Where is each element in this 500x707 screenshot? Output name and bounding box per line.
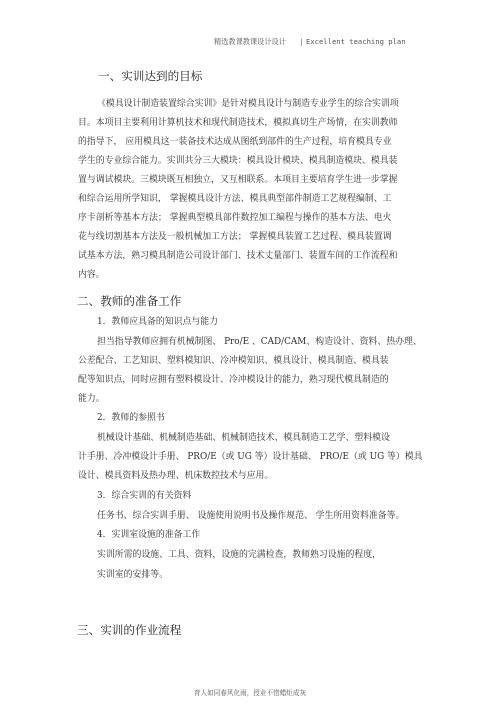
paragraph-line: 计手册、冷冲模设计手册、 PRO/E（或 UG 等）设计基础、 PRO/E（或 UG 等）模具 xyxy=(78,452,423,462)
paragraph-line: 实训室的安排等。 xyxy=(97,570,168,580)
header-title-en: Excellent teaching plan xyxy=(306,37,406,46)
section-heading-workflow: 三、实训的作业流程 xyxy=(77,623,182,637)
subsection-title: 1．教师应具备的知识点与能力 xyxy=(97,317,219,327)
page-footer: 育人如同春风化雨，授业不惜蜡炬成灰 xyxy=(193,689,307,697)
paragraph-line: 设计、模具资料及热办理、机床数控技术与应用。 xyxy=(78,471,274,481)
paragraph-line: 的指导下， 应用模具这一装备技术达成从图纸到部件的生产过程，培育模具专业 xyxy=(78,137,392,147)
paragraph-line: 能力。 xyxy=(78,394,105,404)
paragraph-line: 机械设计基础、机械制造基础、机械制造技术、模具制造工艺学、塑料模设 xyxy=(97,433,390,443)
header-separator: | xyxy=(300,37,303,46)
subsection-title: 2．教师的参照书 xyxy=(97,413,165,423)
paragraph-line: 目。本项目主要利用计算机技术和现代制造技术，模拟真切生产场情，在实训教师 xyxy=(78,118,398,128)
paragraph-line: 配等知识点，同时应拥有塑料模设计、冷冲模设计的能力，熟习现代模具制造的 xyxy=(78,375,389,385)
paragraph-line: 内容。 xyxy=(78,270,105,280)
header-title-cn: 精选教课教课设计设计 xyxy=(214,37,286,46)
paragraph-line: 担当指导教师应拥有机械制图、 Pro/E 、CAD/CAM、构造设计、资料、热办理、 xyxy=(97,337,422,347)
section-heading-goals: 一、实训达到的目标 xyxy=(98,69,203,83)
paragraph-line: 《模具设计制造装置综合实训》是针对模具设计与制造专业学生的综合实训项 xyxy=(97,99,399,109)
paragraph-line: 置与调试模块。三模块既互相独立，又互相联系。本项目主要培育学生进一步掌握 xyxy=(78,175,398,185)
page-header xyxy=(0,37,500,49)
paragraph-line: 公差配合、工艺知识、塑料模知识、冷冲模知识、模具设计、模具制造、模具装 xyxy=(78,356,389,366)
paragraph-line: 序卡剖析等基本方法； 掌握典型模具部件数控加工编程与操作的基本方法、电火 xyxy=(78,213,392,223)
paragraph-line: 试基本方法，熟习模具制造公司设计部门、技术丈量部门、装置车间的工作流程和 xyxy=(78,251,398,261)
section-heading-teacher-prep: 二、教师的准备工作 xyxy=(77,294,182,308)
subsection-title: 3．综合实训的有关资料 xyxy=(97,491,192,501)
subsection-title: 4．实训室设施的准备工作 xyxy=(97,530,201,540)
paragraph-line: 学生的专业综合能力。实训共分三大模块：模具设计模块、模具制造模块、模具装 xyxy=(78,156,398,166)
paragraph-line: 和综合运用所学知识， 掌握模具设计方法、模具典型部件制造工艺规程编制、工 xyxy=(78,194,392,204)
paragraph-line: 实训所需的设施、工具、资料，设施的完满检查，教师熟习设施的程度， xyxy=(97,550,381,560)
paragraph-line: 任务书、综合实训手册、 设施使用说明书及操作规范、 学生所用资料准备等。 xyxy=(97,511,405,521)
paragraph-line: 花与线切割基本方法及一般机械加工方法； 掌握模具装置工艺过程、模具装置调 xyxy=(78,232,392,242)
